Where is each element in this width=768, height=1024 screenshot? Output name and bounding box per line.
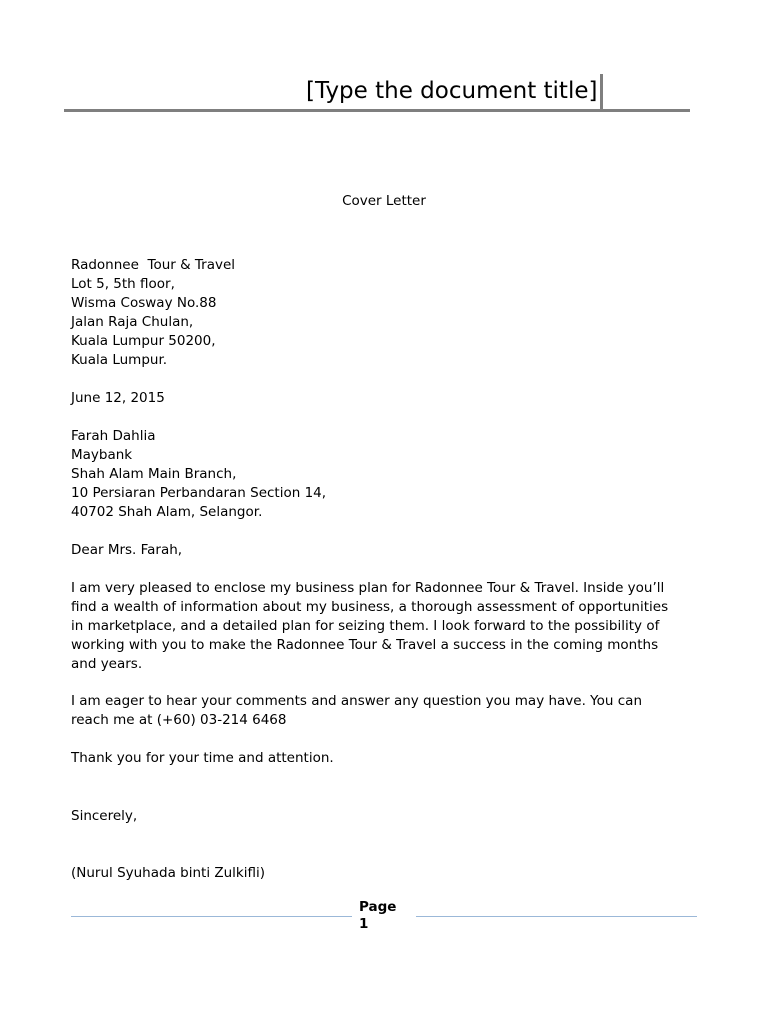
letter-date: June 12, 2015 [71,390,165,406]
sender-line: Wisma Cosway No.88 [71,295,217,311]
recipient-line: Farah Dahlia [71,428,156,444]
paragraph-line: reach me at (+60) 03-214 6468 [71,712,287,728]
recipient-line: 40702 Shah Alam, Selangor. [71,504,263,520]
page-number: 1 [359,916,369,932]
sender-line: Kuala Lumpur 50200, [71,333,216,349]
document-title-placeholder[interactable]: [Type the document title] [306,78,598,104]
body-paragraph-1 [71,579,691,674]
sender-line: Radonnee Tour & Travel [71,257,236,273]
footer-divider-left [71,916,352,917]
signature-name: (Nurul Syuhada binti Zulkifli) [71,865,266,881]
sender-address [71,256,691,370]
paragraph-line: in marketplace, and a detailed plan for seizing them. I look forward to the possibility of [71,618,660,634]
recipient-address [71,427,691,522]
sender-line: Jalan Raja Chulan, [71,314,194,330]
page-number-label [359,899,396,933]
header-divider [64,109,690,112]
body-paragraph-2 [71,692,691,730]
recipient-line: 10 Persiaran Perbandaran Section 14, [71,485,327,501]
paragraph-line: I am eager to hear your comments and answer any question you may have. You can [71,693,642,709]
sender-line: Lot 5, 5th floor, [71,276,175,292]
closing: Sincerely, [71,808,138,824]
body-paragraph-3: Thank you for your time and attention. [71,750,334,766]
paragraph-line: I am very pleased to enclose my business plan for Radonnee Tour & Travel. Inside you’ll [71,580,665,596]
paragraph-line: working with you to make the Radonnee Tour & Travel a success in the coming months [71,637,659,653]
footer-divider-right [416,916,697,917]
page-label-text: Page [359,899,397,915]
sender-line: Kuala Lumpur. [71,352,168,368]
header-accent-bar [600,74,603,110]
salutation: Dear Mrs. Farah, [71,542,183,558]
recipient-line: Shah Alam Main Branch, [71,466,237,482]
paragraph-line: and years. [71,656,143,672]
paragraph-line: find a wealth of information about my business, a thorough assessment of opportunities [71,599,669,615]
recipient-line: Maybank [71,447,133,463]
letter-heading: Cover Letter [342,193,426,209]
